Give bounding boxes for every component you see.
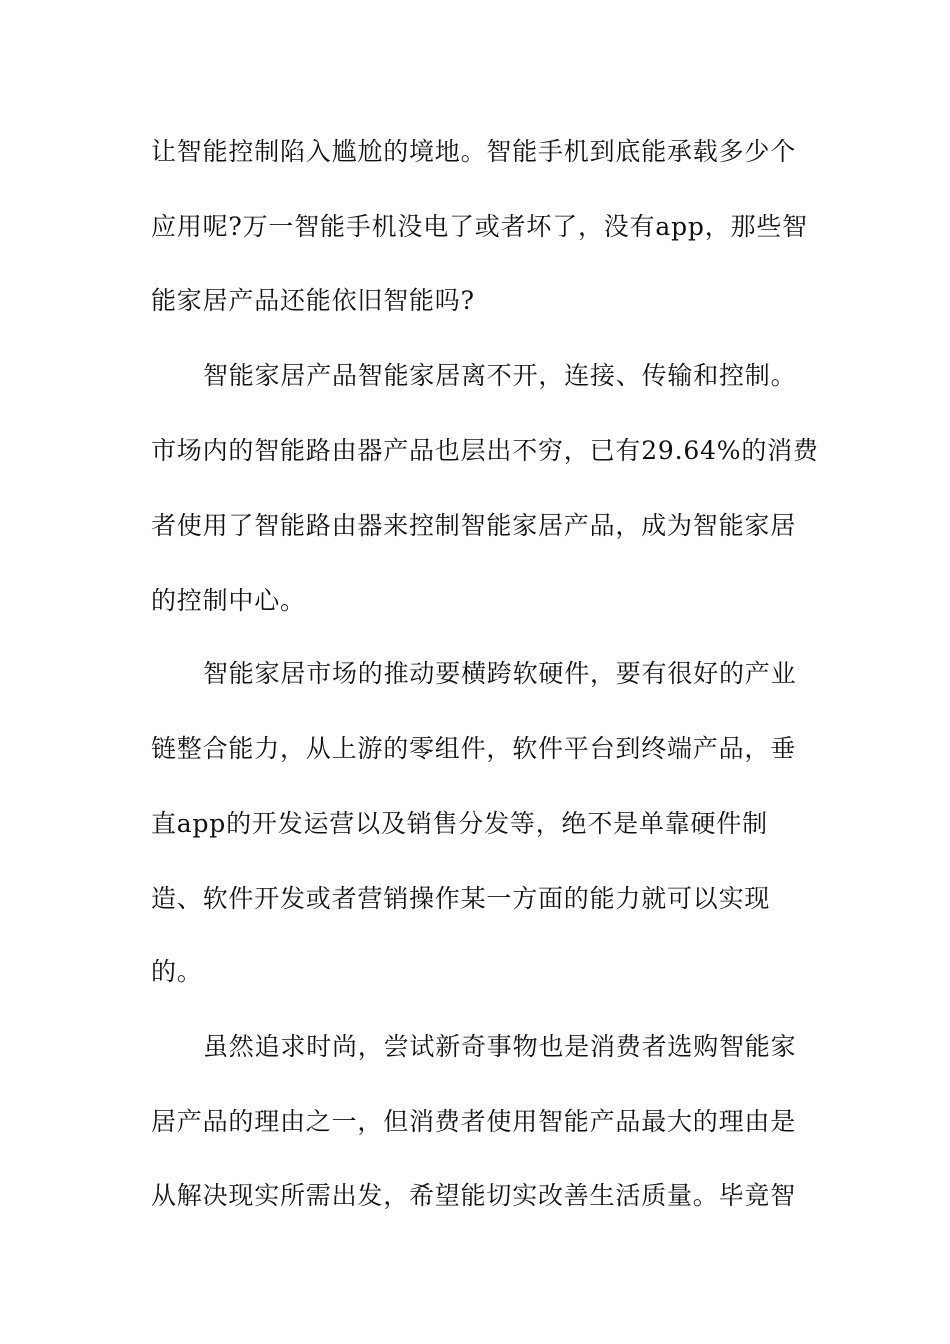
paragraph-3-line-5: 的。 — [151, 957, 203, 986]
paragraph-2-line-4: 的控制中心。 — [151, 586, 306, 615]
paragraph-3-line-2: 链整合能力，从上游的零组件，软件平台到终端产品，垂 — [151, 734, 797, 763]
paragraph-3-line-3: 直app的开发运营以及销售分发等，绝不是单靠硬件制 — [151, 809, 768, 838]
paragraph-4-line-3: 从解决现实所需出发，希望能切实改善生活质量。毕竟智 — [151, 1181, 797, 1210]
paragraph-2-line-3: 者使用了智能路由器来控制智能家居产品，成为智能家居 — [151, 511, 797, 540]
paragraph-2-line-2: 市场内的智能路由器产品也层出不穷，已有29.64%的消费 — [151, 436, 819, 465]
paragraph-3-line-1: 智能家居市场的推动要横跨软硬件，要有很好的产业 — [203, 659, 797, 688]
paragraph-4-line-1: 虽然追求时尚，尝试新奇事物也是消费者选购智能家 — [203, 1032, 797, 1061]
paragraph-1-line-3: 能家居产品还能依旧智能吗? — [151, 286, 475, 315]
paragraph-4-line-2: 居产品的理由之一，但消费者使用智能产品最大的理由是 — [151, 1107, 797, 1136]
paragraph-1-line-1: 让智能控制陷入尴尬的境地。智能手机到底能承载多少个 — [151, 137, 797, 166]
paragraph-3-line-4: 造、软件开发或者营销操作某一方面的能力就可以实现 — [151, 884, 771, 913]
paragraph-1-line-2: 应用呢?万一智能手机没电了或者坏了，没有app，那些智 — [151, 212, 808, 241]
paragraph-2-line-1: 智能家居产品智能家居离不开，连接、传输和控制。 — [203, 361, 797, 390]
